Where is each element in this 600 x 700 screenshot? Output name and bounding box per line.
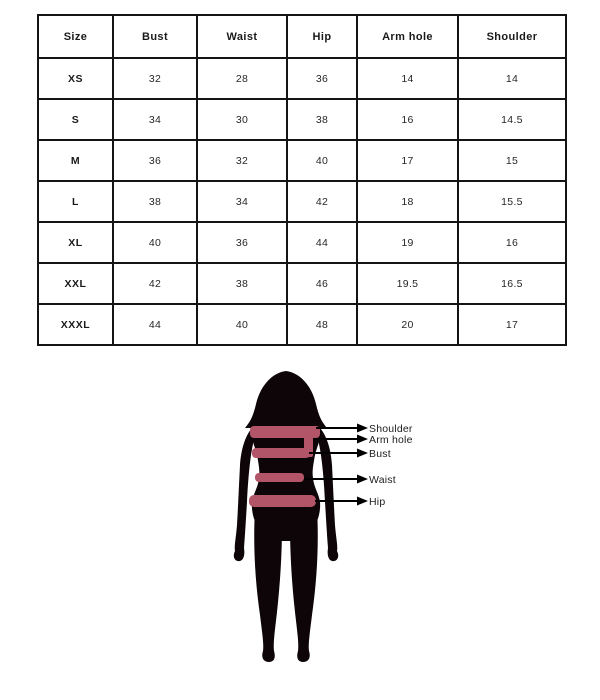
size-row-XXL [38, 263, 566, 304]
column-header-shoulder: Shoulder [458, 15, 566, 58]
figure-svg [0, 360, 600, 700]
measurement-cell: 15 [458, 140, 566, 181]
measurement-cell: 42 [287, 181, 357, 222]
arm-hole-arrowhead-icon [357, 435, 368, 444]
hip-label: Hip [369, 496, 386, 508]
measurement-cell: 17 [458, 304, 566, 345]
measurement-cell: 19.5 [357, 263, 458, 304]
column-header-arm-hole: Arm hole [357, 15, 458, 58]
column-header-bust: Bust [113, 15, 197, 58]
measurement-cell: 44 [287, 222, 357, 263]
waist-band [255, 473, 304, 482]
measurement-cell: 30 [197, 99, 287, 140]
size-label-cell: XS [38, 58, 113, 99]
size-label-cell: M [38, 140, 113, 181]
bust-arrowhead-icon [357, 449, 368, 458]
left-arm-shape [234, 428, 254, 561]
measurement-cell: 32 [113, 58, 197, 99]
measurement-cell: 40 [197, 304, 287, 345]
measurement-cell: 17 [357, 140, 458, 181]
size-label-cell: L [38, 181, 113, 222]
size-label-cell: XL [38, 222, 113, 263]
measurement-diagram [0, 360, 600, 700]
measurement-cell: 15.5 [458, 181, 566, 222]
size-row-L [38, 181, 566, 222]
header-row [38, 15, 566, 58]
size-chart-section [37, 14, 565, 346]
measurement-cell: 40 [287, 140, 357, 181]
measurement-cell: 16 [357, 99, 458, 140]
measurement-cell: 36 [287, 58, 357, 99]
right-leg-shape [290, 508, 318, 662]
shoulder-arrowhead-icon [357, 424, 368, 433]
size-row-M [38, 140, 566, 181]
measurement-cell: 16.5 [458, 263, 566, 304]
measurement-cell: 48 [287, 304, 357, 345]
arm-hole-label: Arm hole [369, 434, 413, 446]
bust-band [252, 448, 310, 458]
measurement-cell: 34 [113, 99, 197, 140]
waist-callout [304, 474, 396, 486]
measurement-cell: 14.5 [458, 99, 566, 140]
measurement-cell: 19 [357, 222, 458, 263]
waist-label: Waist [369, 474, 396, 486]
measurement-cell: 16 [458, 222, 566, 263]
column-header-size: Size [38, 15, 113, 58]
measurement-cell: 36 [113, 140, 197, 181]
measurement-cell: 38 [287, 99, 357, 140]
size-label-cell: XXL [38, 263, 113, 304]
measurement-cell: 36 [197, 222, 287, 263]
hip-band [249, 495, 316, 507]
column-header-waist: Waist [197, 15, 287, 58]
measurement-cell: 28 [197, 58, 287, 99]
size-row-XXXL [38, 304, 566, 345]
waist-arrowhead-icon [357, 475, 368, 484]
measurement-cell: 14 [458, 58, 566, 99]
size-label-cell: XXXL [38, 304, 113, 345]
measurement-cell: 38 [197, 263, 287, 304]
left-leg-shape [254, 508, 282, 662]
shoulder-label: Shoulder [369, 423, 413, 435]
measurement-cell: 38 [113, 181, 197, 222]
measurement-cell: 44 [113, 304, 197, 345]
measurement-cell: 20 [357, 304, 458, 345]
size-label-cell: S [38, 99, 113, 140]
right-arm-shape [319, 428, 339, 561]
hip-arrowhead-icon [357, 497, 368, 506]
measurement-cell: 34 [197, 181, 287, 222]
bust-label: Bust [369, 448, 391, 460]
head-shape [245, 371, 327, 428]
measurement-cell: 14 [357, 58, 458, 99]
column-header-hip: Hip [287, 15, 357, 58]
measurement-cell: 18 [357, 181, 458, 222]
figure-silhouette [234, 371, 338, 662]
size-row-XS [38, 58, 566, 99]
measurement-cell: 46 [287, 263, 357, 304]
measurement-cell: 42 [113, 263, 197, 304]
size-row-S [38, 99, 566, 140]
size-row-XL [38, 222, 566, 263]
size-chart-table [37, 14, 567, 346]
measurement-cell: 32 [197, 140, 287, 181]
measurement-cell: 40 [113, 222, 197, 263]
